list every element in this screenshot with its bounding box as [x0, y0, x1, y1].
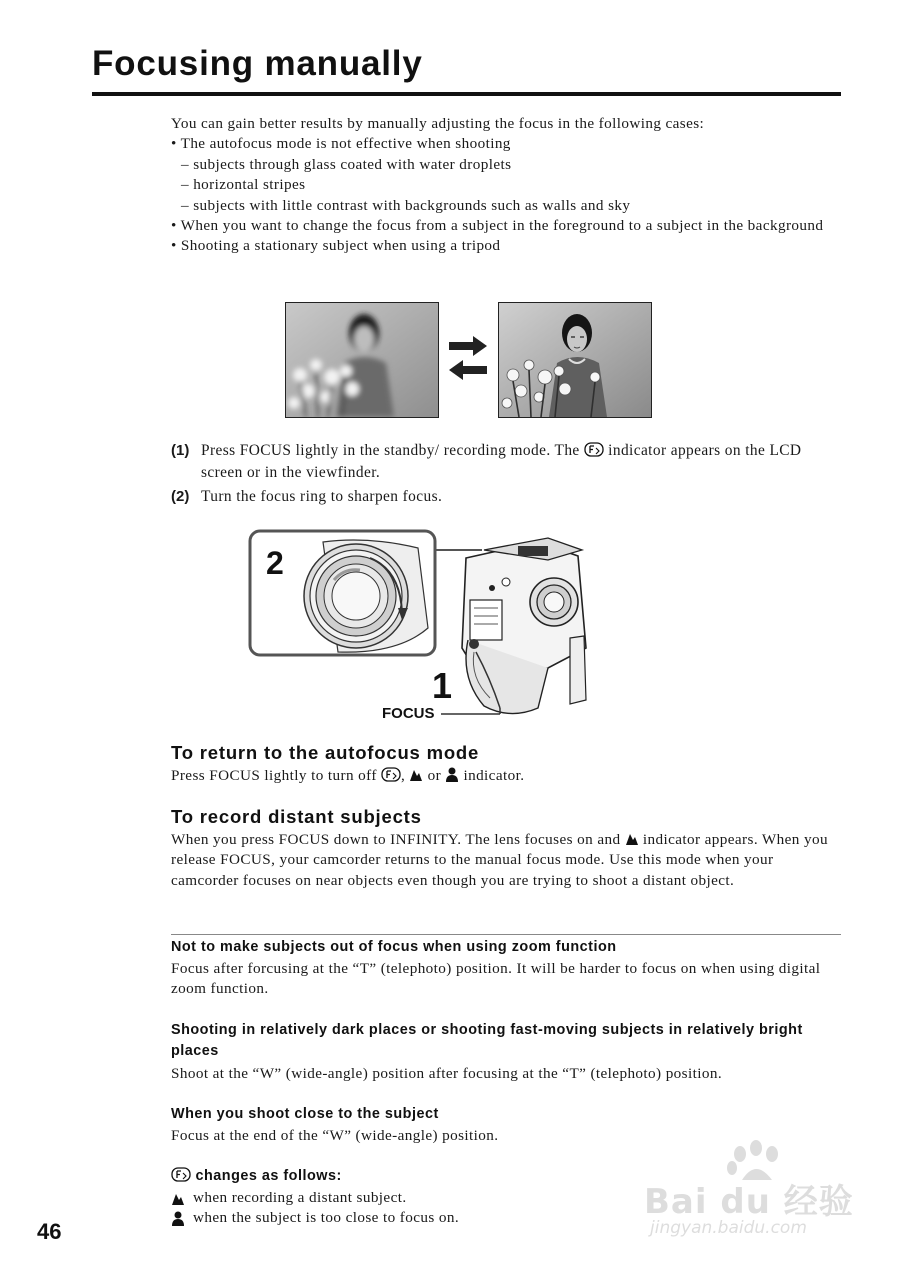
- focus-ring-closeup: [304, 540, 428, 652]
- step-1-text-before: Press FOCUS lightly in the standby/ recording mode. The: [201, 442, 580, 459]
- changes-heading-text: changes as follows:: [195, 1168, 342, 1184]
- watermark-url: jingyan.baidu.com: [650, 1218, 807, 1238]
- intro-lead: You can gain better results by manually adjusting the focus in the following cases:: [171, 115, 705, 132]
- note-zoom-text: Focus after forcusing at the “T” (telephoto) position. It will be harder to focus on when using digital zoom function.: [171, 960, 821, 998]
- mountain-infinity-icon: [409, 767, 423, 782]
- distant-subjects-text: [171, 830, 843, 891]
- step-1-text-after: indicator appears on the LCD screen or in the viewfinder.: [201, 442, 802, 481]
- title-rule: [92, 92, 841, 96]
- baidu-watermark: [640, 1140, 860, 1250]
- callout-1: 1: [432, 665, 453, 706]
- return-text-before: Press FOCUS lightly to turn off: [171, 767, 377, 784]
- step-text: [201, 440, 843, 484]
- manual-focus-icon: [171, 1167, 191, 1182]
- return-text-after: indicator.: [463, 767, 525, 784]
- note-close-subject-text: Focus at the end of the “W” (wide-angle) position.: [171, 1127, 499, 1144]
- intro-sub-contrast: – subjects with little contrast with backgrounds such as walls and sky: [181, 196, 631, 214]
- mountain-infinity-icon: [171, 1191, 185, 1206]
- distant-text-before: When you press FOCUS down to INFINITY. The lens focuses on and: [171, 831, 621, 848]
- step-text: Turn the focus ring to sharpen focus.: [201, 488, 443, 505]
- intro-bullet-tripod: • Shooting a stationary subject when using a tripod: [171, 237, 501, 255]
- step-number: (1): [171, 442, 190, 459]
- manual-focus-icon: [381, 767, 401, 782]
- intro-sub-stripes: – horizontal stripes: [181, 176, 306, 194]
- return-autofocus-text: [171, 766, 843, 786]
- changes-item-distant: when recording a distant subject.: [193, 1189, 407, 1206]
- return-autofocus-heading: To return to the autofocus mode: [171, 742, 480, 763]
- return-or: or: [427, 767, 442, 784]
- page-title: Focusing manually: [92, 44, 423, 83]
- intro-section: [171, 114, 843, 257]
- watermark-brand: Bai du 经验: [644, 1182, 854, 1222]
- mountain-infinity-icon: [625, 831, 639, 846]
- camcorder-body: [462, 538, 586, 714]
- photo-in-focus: [498, 302, 652, 418]
- distant-text-after: indicator appears. When you release FOCUS, your camcorder returns to the manual focus mode. Use this mode when your camcorder focuses on near objects even though you are trying to shoot a distant object.: [171, 831, 828, 889]
- person-close-icon: [445, 767, 459, 782]
- step-2: [171, 486, 843, 508]
- step-number: (2): [171, 488, 190, 505]
- notes-divider: [171, 934, 841, 935]
- note-close-subject-heading: When you shoot close to the subject: [171, 1106, 439, 1122]
- note-zoom-heading: Not to make subjects out of focus when using zoom function: [171, 939, 617, 955]
- intro-bullet-autofocus: • The autofocus mode is not effective when shooting: [171, 135, 511, 153]
- page-number: 46: [37, 1219, 62, 1244]
- intro-bullet-foreground: • When you want to change the focus from a subject in the foreground to a subject in the background: [171, 217, 824, 235]
- intro-sub-glass: – subjects through glass coated with water droplets: [181, 155, 512, 173]
- photo-out-of-focus: [285, 302, 439, 418]
- steps-list: [171, 440, 843, 510]
- distant-subjects-heading: To record distant subjects: [171, 806, 422, 827]
- person-close-icon: [171, 1211, 185, 1226]
- return-comma: ,: [400, 767, 406, 784]
- camcorder-illustration: [248, 528, 598, 724]
- note-dark-places-text: Shoot at the “W” (wide-angle) position after focusing at the “T” (telephoto) position.: [171, 1065, 723, 1082]
- note-dark-places-heading: Shooting in relatively dark places or shooting fast-moving subjects in relatively bright places: [171, 1022, 803, 1059]
- callout-2: 2: [266, 545, 284, 581]
- step-1: [171, 440, 843, 484]
- focus-button-label: FOCUS: [382, 705, 435, 722]
- manual-focus-icon: [584, 442, 604, 457]
- changes-item-close: when the subject is too close to focus on.: [193, 1209, 460, 1227]
- swap-arrows-icon: [447, 334, 489, 382]
